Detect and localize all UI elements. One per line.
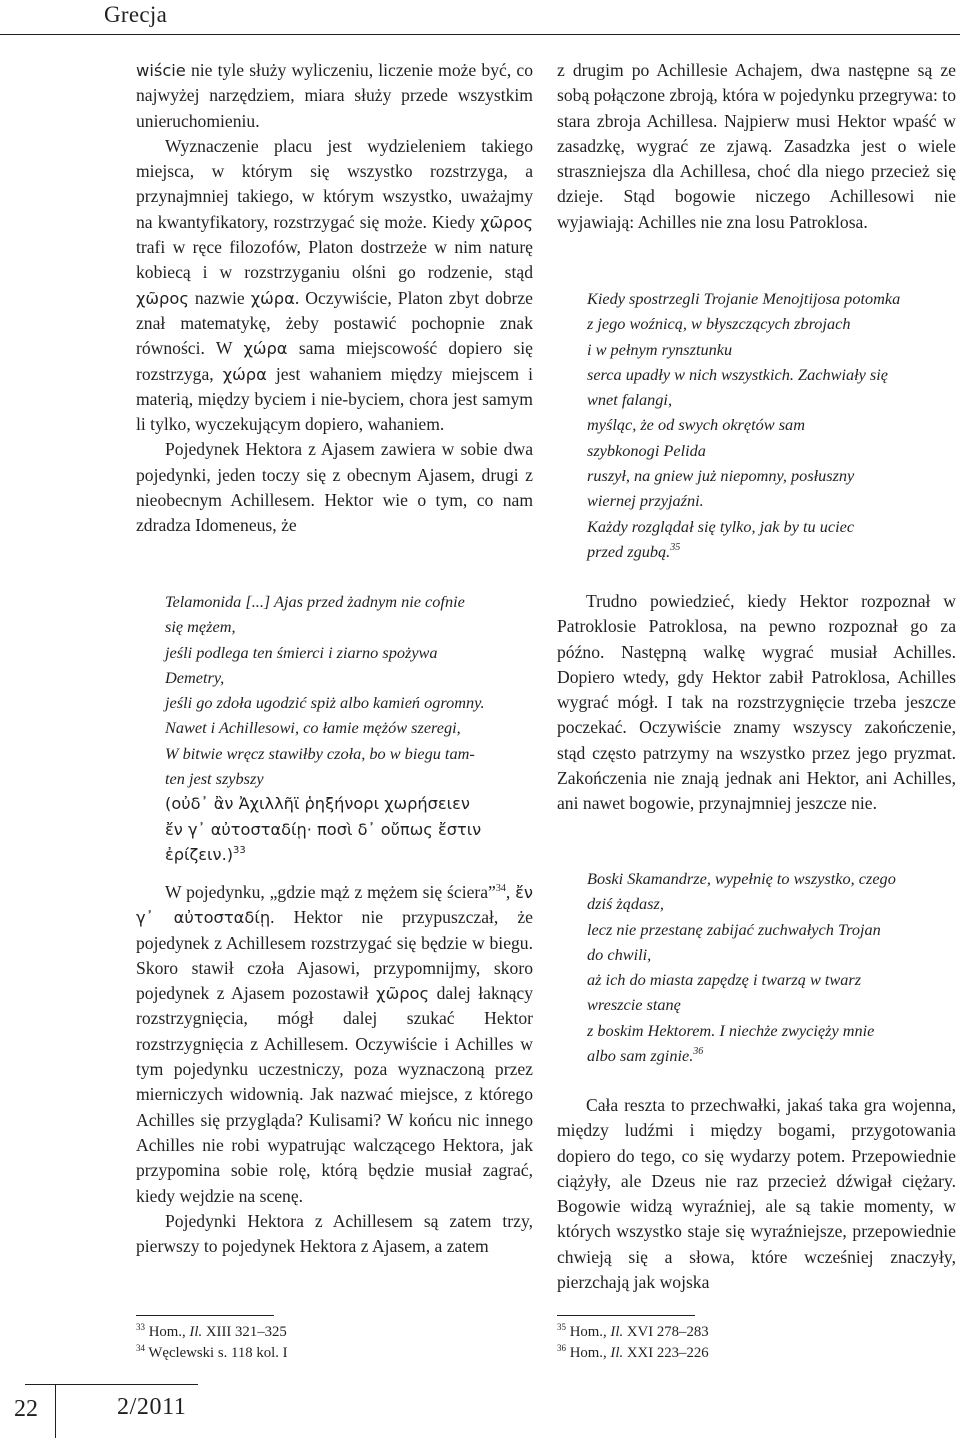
header-rule xyxy=(0,34,960,35)
page-number: 22 xyxy=(14,1396,38,1422)
text-run: nie tyle służy wyliczeniu, liczenie może być, co najwyżej narzędziem, miara służy przede wszystkim unieruchomieniu. xyxy=(136,60,533,131)
footnote-ref: 36 xyxy=(693,1046,704,1058)
text-run: Hom., xyxy=(145,1324,190,1340)
footnote xyxy=(136,1322,533,1343)
text-run: , xyxy=(505,882,516,902)
greek-word: wiście xyxy=(136,61,186,80)
text-run: Węclewski s. 118 kol. I xyxy=(145,1344,288,1361)
footnote-number: 33 xyxy=(136,1322,145,1332)
left-column-text xyxy=(136,58,533,539)
text-run: trafi w ręce filozofów, Platon dostrzeże w nim naturę kobiecą i w rozstrzyganiu olśni go rodzenie, stąd xyxy=(136,237,533,283)
text-run: XVI 278–283 xyxy=(623,1324,709,1340)
paragraph: Pojedynki Hektora z Achillesem są zatem trzy, pierwszy to pojedynek Hektora z Ajasem, a zatem xyxy=(136,1210,533,1257)
greek-word: χώρα xyxy=(243,339,288,359)
footnote xyxy=(136,1343,533,1364)
greek-word: χώρα xyxy=(250,288,295,308)
paragraph: Pojedynek Hektora z Ajasem zawiera w sobie dwa pojedynki, jeden toczy się z obecnym Ajasem, drugi z nieobecnym Achillesem. Hektor wie o tym, co nam zdradza Idomeneus, że xyxy=(136,439,533,536)
text-run: dalej łaknący rozstrzygnięcia, mógł dalej szukać Hektor rozstrzygnięcia z Achillesem. Oczywiście i Achilles w tym pojedynku uczestniczy, poza wyznaczoną przez mierniczych widownią. Jak nazwać miejsce, z którego Achilles się przygląda? Kulisami? W końcu nic innego Achilles nie robi wypatrując walczącego Hektora, jak przypomina sobie rolę, którą będzie musiał zagrać, kiedy wejdzie na scenę. xyxy=(136,983,533,1206)
right-column-text xyxy=(557,58,956,235)
quote-line: Kiedy spostrzegli Trojanie Menojtijosa potomka xyxy=(587,289,901,308)
quote-line: ruszył, na gniew już niepomny, posłuszny xyxy=(587,466,855,486)
quote-line: serca upadły w nich wszystkich. Zachwiały się xyxy=(587,364,889,384)
text-run-italic: Il. xyxy=(189,1324,203,1340)
text-run: Wyznaczenie placu jest wydzieleniem takiego miejsca, w którym się wszystko rozstrzyga, a przynajmniej takiego, w którym wszystko, uważajmy na kwantyfikatory, rozstrzygać się może. Kiedy xyxy=(136,135,533,232)
greek-quote-text: ἐρίζειν.) xyxy=(165,844,234,864)
quote-line: dziś żądasz, xyxy=(587,894,664,914)
footer-rule xyxy=(25,1384,198,1385)
paragraph: z drugim po Achillesie Achajem, dwa następne są ze sobą połączone zbroją, która w pojedynku przegrywa: to stara zbroja Achillesa. Najpierw musi Hektor wpaść w zasadzkę, wygrać ze zjawą. Zasadzka jest o wiele straszniejsza dla Achillesa, choć dla niego przecież się dzieje. Stąd bogowie niczego Achillesowi nie wyjawiają: Achilles nie zna losu Patroklosa. xyxy=(557,60,956,232)
quote-line xyxy=(587,1043,959,1068)
text-run: . Oczywiście, Platon zbyt dobrze znał matematykę, żeby postawić pochopnie znak równości. W xyxy=(136,287,533,359)
quote-line: Boski Skamandrze, wypełnię to wszystko, czego xyxy=(587,869,896,888)
quote-line: W bitwie wręcz stawiłby czoła, bo w biegu tam- xyxy=(165,743,475,763)
quote-line: ten jest szybszy xyxy=(165,769,264,789)
footnote-rule xyxy=(557,1315,695,1316)
footnote-ref: 34 xyxy=(495,883,506,894)
quote-line: Każdy rozglądał się tylko, jak by tu uciec xyxy=(587,516,855,536)
quote-line: się mężem, xyxy=(165,617,236,637)
block-quote-iliad-xxi xyxy=(587,866,959,1068)
quote-line: jeśli podlega ten śmierci i ziarno spożywa xyxy=(165,642,438,662)
quote-line xyxy=(587,539,959,564)
text-run: XIII 321–325 xyxy=(202,1324,287,1340)
text-run-italic: Il. xyxy=(610,1344,624,1361)
greek-quote-line xyxy=(165,842,537,867)
quote-line: jeśli go zdoła ugodzić spiż albo kamień ogromny. xyxy=(165,693,485,713)
quote-line: szybkonogi Pelida xyxy=(587,440,706,460)
greek-word: χῶρος xyxy=(480,212,533,232)
quote-line: lecz nie przestanę zabijać zuchwałych Trojan xyxy=(587,919,881,939)
paragraph xyxy=(136,134,533,438)
text-run-italic: Il. xyxy=(610,1324,624,1340)
footnotes-right xyxy=(557,1322,956,1363)
text-run: Hom., xyxy=(566,1344,611,1361)
text-run: XXI 223–226 xyxy=(623,1344,709,1361)
footnote-number: 35 xyxy=(557,1322,566,1332)
text-run: . Hektor nie przypuszczał, że pojedynek z Achillesem rozstrzygać się będzie w biegu. Skoro stawił czoła Ajasowi, przypomnijmy, skoro pojedynek z Ajasem pozostawił xyxy=(136,907,533,1004)
quote-text: albo sam zginie. xyxy=(587,1046,694,1066)
greek-word: χώρα xyxy=(222,364,267,384)
quote-line: myśląc, że od swych okrętów sam xyxy=(587,415,805,435)
paragraph xyxy=(136,58,533,134)
left-column-text-continued xyxy=(136,880,533,1259)
issue-number: 2/2011 xyxy=(117,1394,187,1420)
footnotes-left xyxy=(136,1322,533,1363)
text-run: nazwie xyxy=(188,287,251,308)
greek-word: χῶρος xyxy=(376,984,430,1004)
greek-quote-line: (οὐδ᾽ ἂν Ἀχιλλῆϊ ῥηξήνορι χωρήσειεν xyxy=(165,794,470,814)
quote-line: i w pełnym rynsztunku xyxy=(587,339,733,359)
greek-phrase: ἔν γ᾽ αὐτοσταδίῃ xyxy=(136,883,533,928)
paragraph: Cała reszta to przechwałki, jakaś taka gra wojenna, między ludźmi i między bogami, przygotowania dopiero do tego, co się wydarzy potem. Przepowiednie ciążyły, ale Dzeus nie raz przecież dźwigał ciężary. Bogowie widzą wyraźniej, ale są takie momenty, w których wszystko staje się wyraźniejsze, przepowiednie chwieją się a słowa, które wcześniej znaczyły, pierzchają jak wojska xyxy=(557,1095,956,1293)
footer-divider xyxy=(55,1384,56,1438)
quote-line: Telamonida [...] Ajas przed żadnym nie cofnie xyxy=(165,592,465,611)
text-run: Hom., xyxy=(566,1324,611,1340)
text-run: jest wahaniem między miejscem i materią, między byciem i nie-byciem, chora jest samym li tylko, wyczekującym dopiero, wahaniem. xyxy=(136,363,533,435)
quote-line: do chwili, xyxy=(587,944,652,964)
greek-word: χῶρος xyxy=(136,288,189,308)
paragraph: Trudno powiedzieć, kiedy Hektor rozpoznał w Patroklosie Patroklosa, na pewno rozpoznał go za późno. Następną walkę wygrać musiał Achilles. Dopiero wtedy, gdy Hektor zabił Patroklosa, Achilles wygrać mógł. I tak na rozstrzygnięcie trzeba jeszcze poczekać. Oczywiście znamy wszyscy zakończenie, stąd często patrzymy na wszystko przez jego pryzmat. Zakończenia nie znają jednak ani Hektor, ani Achilles, ani nawet bogowie, przynajmniej jeszcze nie. xyxy=(557,591,956,814)
right-column-text-bottom xyxy=(557,1093,956,1295)
footnote-number: 34 xyxy=(136,1342,145,1353)
quote-text: przed zgubą. xyxy=(587,541,671,561)
quote-line: wreszcie stanę xyxy=(587,995,681,1015)
footnote-rule xyxy=(136,1315,274,1316)
quote-line: Demetry, xyxy=(165,667,225,687)
running-header-section-title: Grecja xyxy=(104,2,168,27)
footnote xyxy=(557,1343,956,1364)
quote-line: Nawet i Achillesowi, co łamie mężów szeregi, xyxy=(165,718,461,738)
text-run: sama miejscowość dopiero się rozstrzyga, xyxy=(136,338,533,384)
footnote xyxy=(557,1322,956,1343)
quote-line: z jego woźnicą, w błyszczących zbrojach xyxy=(587,314,851,334)
block-quote-iliad-xvi xyxy=(587,286,959,564)
greek-quote-line: ἔν γ᾽ αὐτοσταδίῃ· ποσὶ δ᾽ οὔπως ἔστιν xyxy=(165,819,482,839)
footnote-ref: 33 xyxy=(233,844,246,856)
quote-line: z boskim Hektorem. I niechże zwycięży mnie xyxy=(587,1020,875,1040)
right-column-text-middle xyxy=(557,589,956,817)
paragraph xyxy=(136,880,533,1209)
footnote-number: 36 xyxy=(557,1342,566,1353)
quote-line: wiernej przyjaźni. xyxy=(587,491,704,511)
block-quote-iliad-xiii xyxy=(165,589,537,867)
quote-line: wnet falangi, xyxy=(587,390,673,410)
quote-line: aż ich do miasta zapędzę i twarzą w twarz xyxy=(587,970,862,990)
footnote-ref: 35 xyxy=(670,541,681,553)
text-run: W pojedynku, „gdzie mąż z mężem się ściera” xyxy=(165,882,496,902)
